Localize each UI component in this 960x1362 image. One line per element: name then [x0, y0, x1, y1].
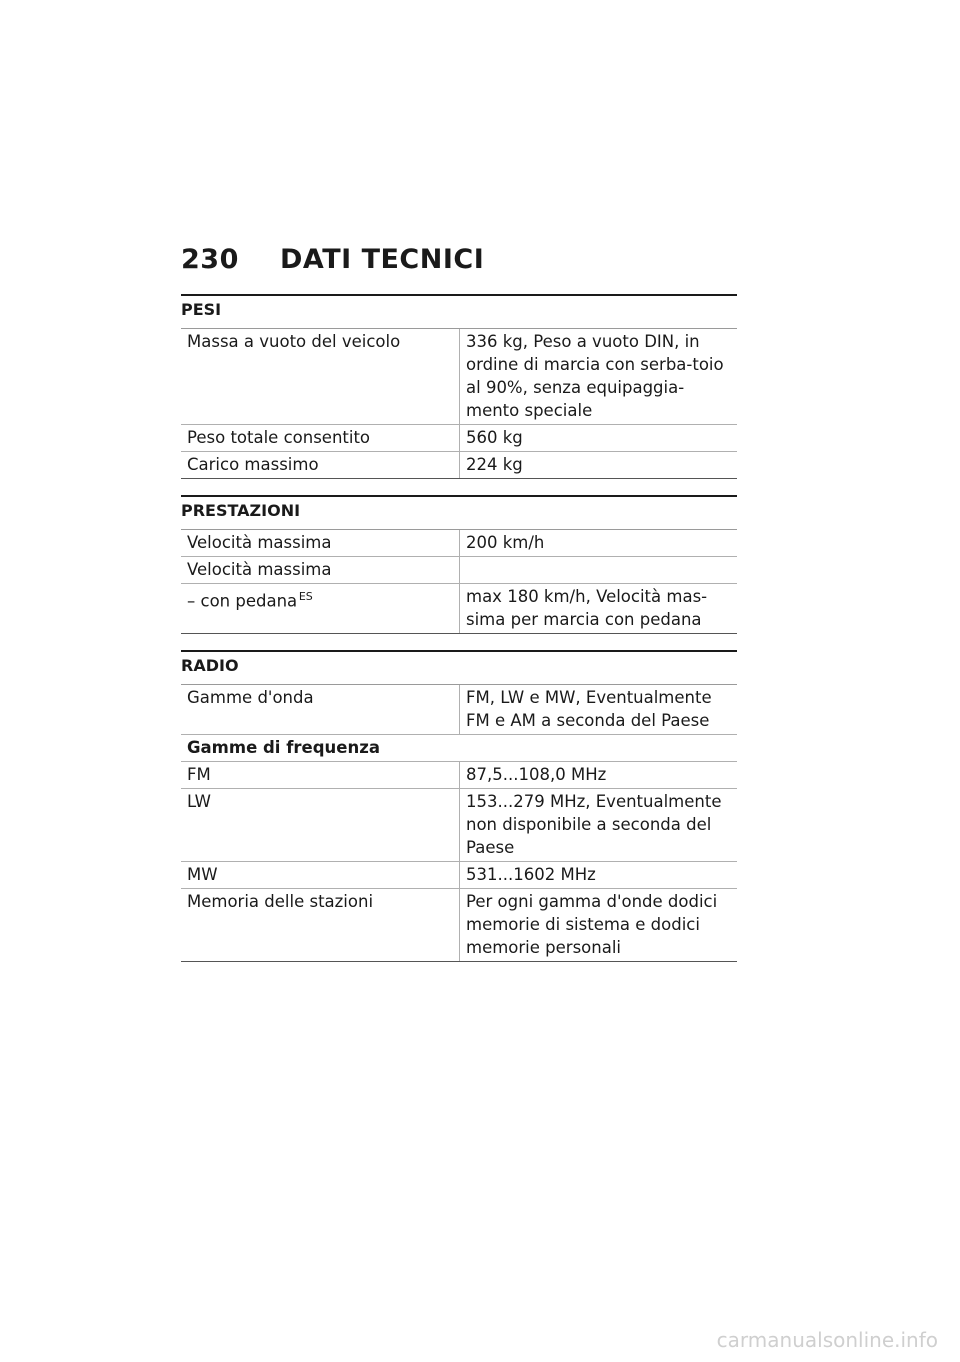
table-row: [181, 762, 737, 789]
row-value: 560 kg: [460, 425, 738, 452]
row-label: LW: [181, 789, 460, 862]
row-value: 87,5...108,0 MHz: [460, 762, 738, 789]
row-label: Memoria delle stazioni: [181, 889, 460, 962]
manual-page: [181, 244, 737, 962]
section-title-radio: RADIO: [181, 650, 737, 685]
section-title-pesi: PESI: [181, 294, 737, 329]
section-title-prestazioni: PRESTAZIONI: [181, 495, 737, 530]
row-label: Massa a vuoto del veicolo: [181, 329, 460, 425]
row-value: max 180 km/h, Velocità mas-sima per marcia con pedana: [460, 584, 738, 634]
table-row: [181, 425, 737, 452]
table-row: [181, 789, 737, 862]
section-radio: [181, 650, 737, 962]
row-value: 336 kg, Peso a vuoto DIN, in ordine di marcia con serba-toio al 90%, senza equipaggia-mento speciale: [460, 329, 738, 425]
row-value: 200 km/h: [460, 530, 738, 557]
table-row: [181, 329, 737, 425]
row-value: 531...1602 MHz: [460, 862, 738, 889]
row-label: Peso totale consentito: [181, 425, 460, 452]
footnote-marker: ES: [298, 590, 313, 603]
table-row: [181, 685, 737, 735]
pesi-table: [181, 329, 737, 479]
table-row: [181, 584, 737, 634]
row-label: Velocità massima: [181, 530, 460, 557]
table-row: [181, 862, 737, 889]
section-pesi: [181, 294, 737, 479]
row-value: 224 kg: [460, 452, 738, 479]
table-row: [181, 530, 737, 557]
page-number: 230: [181, 244, 239, 275]
row-label-text: – con pedana: [187, 591, 298, 611]
watermark-text: carmanualsonline.info: [716, 1328, 938, 1352]
row-label: MW: [181, 862, 460, 889]
table-row: [181, 557, 737, 584]
row-label: [181, 584, 460, 634]
prestazioni-table: [181, 530, 737, 634]
row-label: Velocità massima: [181, 557, 460, 584]
radio-table: [181, 685, 737, 962]
page-header: [181, 244, 737, 284]
row-value: [460, 557, 738, 584]
row-value: Per ogni gamma d'onde dodici memorie di sistema e dodici memorie personali: [460, 889, 738, 962]
subheading-frequenze: Gamme di frequenza: [181, 735, 737, 762]
table-subheading: [181, 735, 737, 762]
row-value: 153...279 MHz, Eventualmente non disponibile a seconda del Paese: [460, 789, 738, 862]
chapter-title: DATI TECNICI: [280, 244, 485, 275]
row-value: FM, LW e MW, Eventualmente FM e AM a seconda del Paese: [460, 685, 738, 735]
row-label: Gamme d'onda: [181, 685, 460, 735]
table-row: [181, 889, 737, 962]
row-label: Carico massimo: [181, 452, 460, 479]
table-row: [181, 452, 737, 479]
section-prestazioni: [181, 495, 737, 634]
row-label: FM: [181, 762, 460, 789]
